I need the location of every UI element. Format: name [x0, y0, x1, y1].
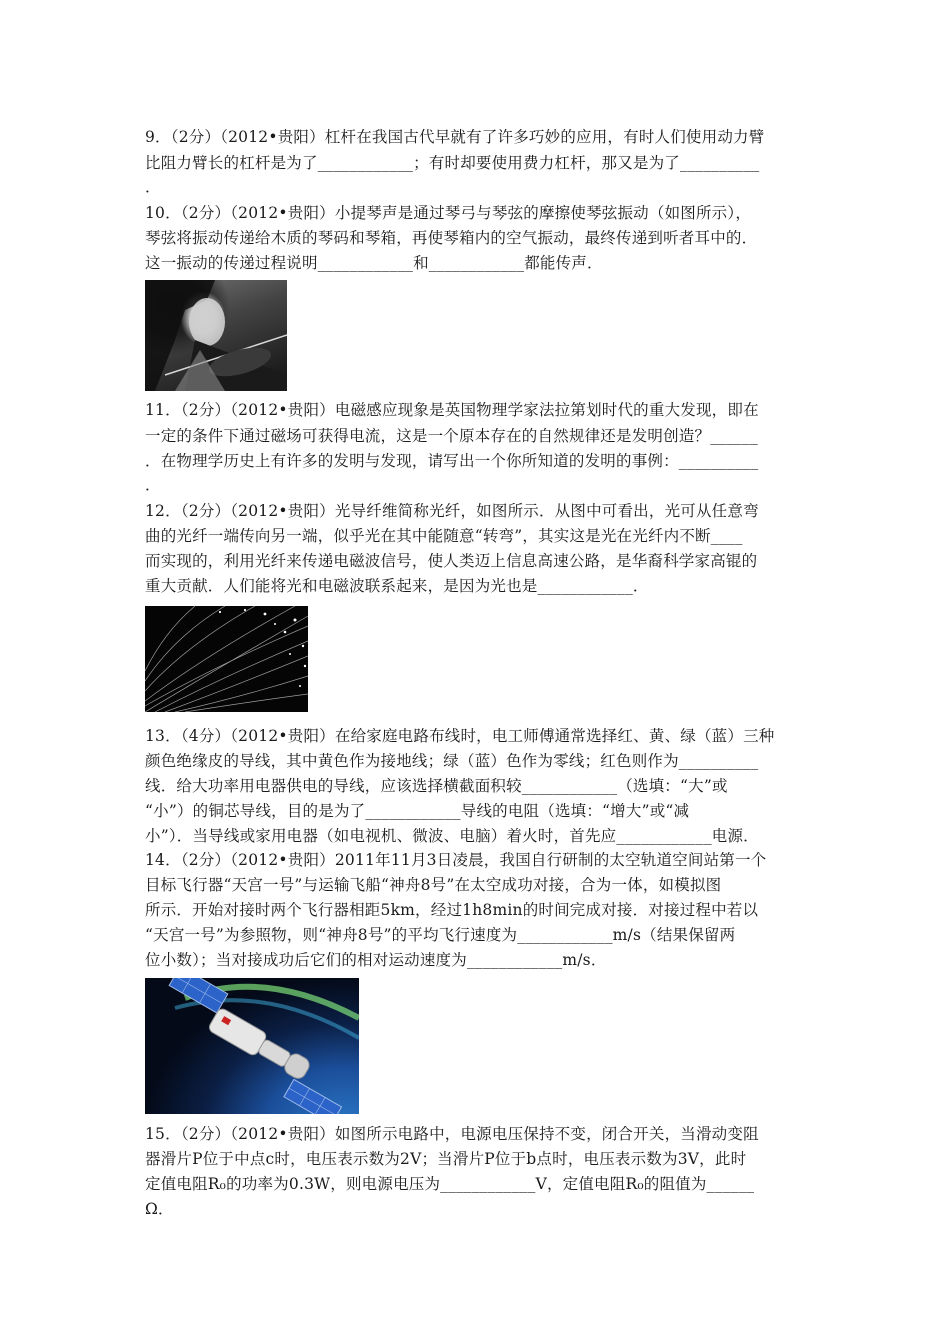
question-line: ．在物理学历史上有许多的发明与发现，请写出一个你所知道的发明的事例：__________ [145, 452, 759, 470]
question-line: 10．（2分）（2012•贵阳）小提琴声是通过琴弓与琴弦的摩擦使琴弦振动（如图所示）， [145, 204, 752, 222]
question-line: ． [145, 178, 161, 196]
question-line: 14．（2分）（2012•贵阳）2011年11月3日凌晨，我国自行研制的太空轨道空间站第一个 [145, 851, 767, 869]
question-line: 目标飞行器“天宫一号”与运输飞船“神舟8号”在太空成功对接，合为一体，如模拟图 [145, 876, 722, 894]
question-line: 位小数）；当对接成功后它们的相对运动速度为____________m/s． [145, 951, 607, 969]
question-line: 重大贡献．人们能将光和电磁波联系起来，是因为光也是____________． [145, 577, 649, 595]
space-docking-illustration [145, 978, 359, 1114]
question-line: 所示．开始对接时两个飞行器相距5km，经过1h8min的时间完成对接．对接过程中若以 [145, 901, 759, 919]
optical-fiber-photo [145, 606, 308, 712]
question-line: 一定的条件下通过磁场可获得电流，这是一个原本存在的自然规律还是发明创造？______ [145, 427, 758, 445]
question-line: 13．（4分）（2012•贵阳）在给家庭电路布线时，电工师傅通常选择红、黄、绿（蓝）三种 [145, 727, 775, 745]
question-line: 定值电阻R₀的功率为0.3W，则电源电压为____________V，定值电阻R₀的阻值为______ [145, 1175, 755, 1193]
question-line: 比阻力臂长的杠杆是为了____________；有时却要使用费力杠杆，那又是为了__________ [145, 154, 760, 172]
question-line: 小”）．当导线或家用电器（如电视机、微波、电脑）着火时，首先应____________电源． [145, 827, 759, 845]
question-line: 线．给大功率用电器供电的导线，应该选择横截面积较____________（选填：“大”或 [145, 777, 728, 795]
question-line: 而实现的，利用光纤来传递电磁波信号，使人类迈上信息高速公路，是华裔科学家高锟的 [145, 552, 758, 570]
violin-player-photo [145, 280, 287, 391]
question-line: 11．（2分）（2012•贵阳）电磁感应现象是英国物理学家法拉第划时代的重大发现，即在 [145, 401, 759, 419]
question-line: Ω． [145, 1200, 174, 1218]
question-line: 器滑片P位于中点c时，电压表示数为2V；当滑片P位于b点时，电压表示数为3V，此时 [145, 1150, 747, 1168]
question-line: “小”）的铜芯导线，目的是为了____________导线的电阻（选填：“增大”或“减 [145, 802, 690, 820]
question-line: 颜色绝缘皮的导线，其中黄色作为接地线；绿（蓝）色作为零线；红色则作为__________ [145, 752, 759, 770]
question-line: “天宫一号”为参照物，则“神舟8号”的平均飞行速度为____________m/s（结果保留两 [145, 926, 736, 944]
question-line: ． [145, 476, 161, 494]
question-line: 12．（2分）（2012•贵阳）光导纤维简称光纤，如图所示．从图中可看出，光可从任意弯 [145, 502, 759, 520]
question-line: 琴弦将振动传递给木质的琴码和琴箱，再使琴箱内的空气振动，最终传递到听者耳中的． [145, 229, 758, 247]
question-line: 15．（2分）（2012•贵阳）如图所示电路中，电源电压保持不变，闭合开关，当滑动变阻 [145, 1125, 759, 1143]
question-line: 这一振动的传递过程说明____________和____________都能传声． [145, 254, 603, 272]
question-line: 曲的光纤一端传向另一端，似乎光在其中能随意“转弯”，其实这是光在光纤内不断____ [145, 527, 743, 545]
question-line: 9．（2分）（2012•贵阳）杠杆在我国古代早就有了许多巧妙的应用，有时人们使用动力臂 [145, 128, 765, 146]
